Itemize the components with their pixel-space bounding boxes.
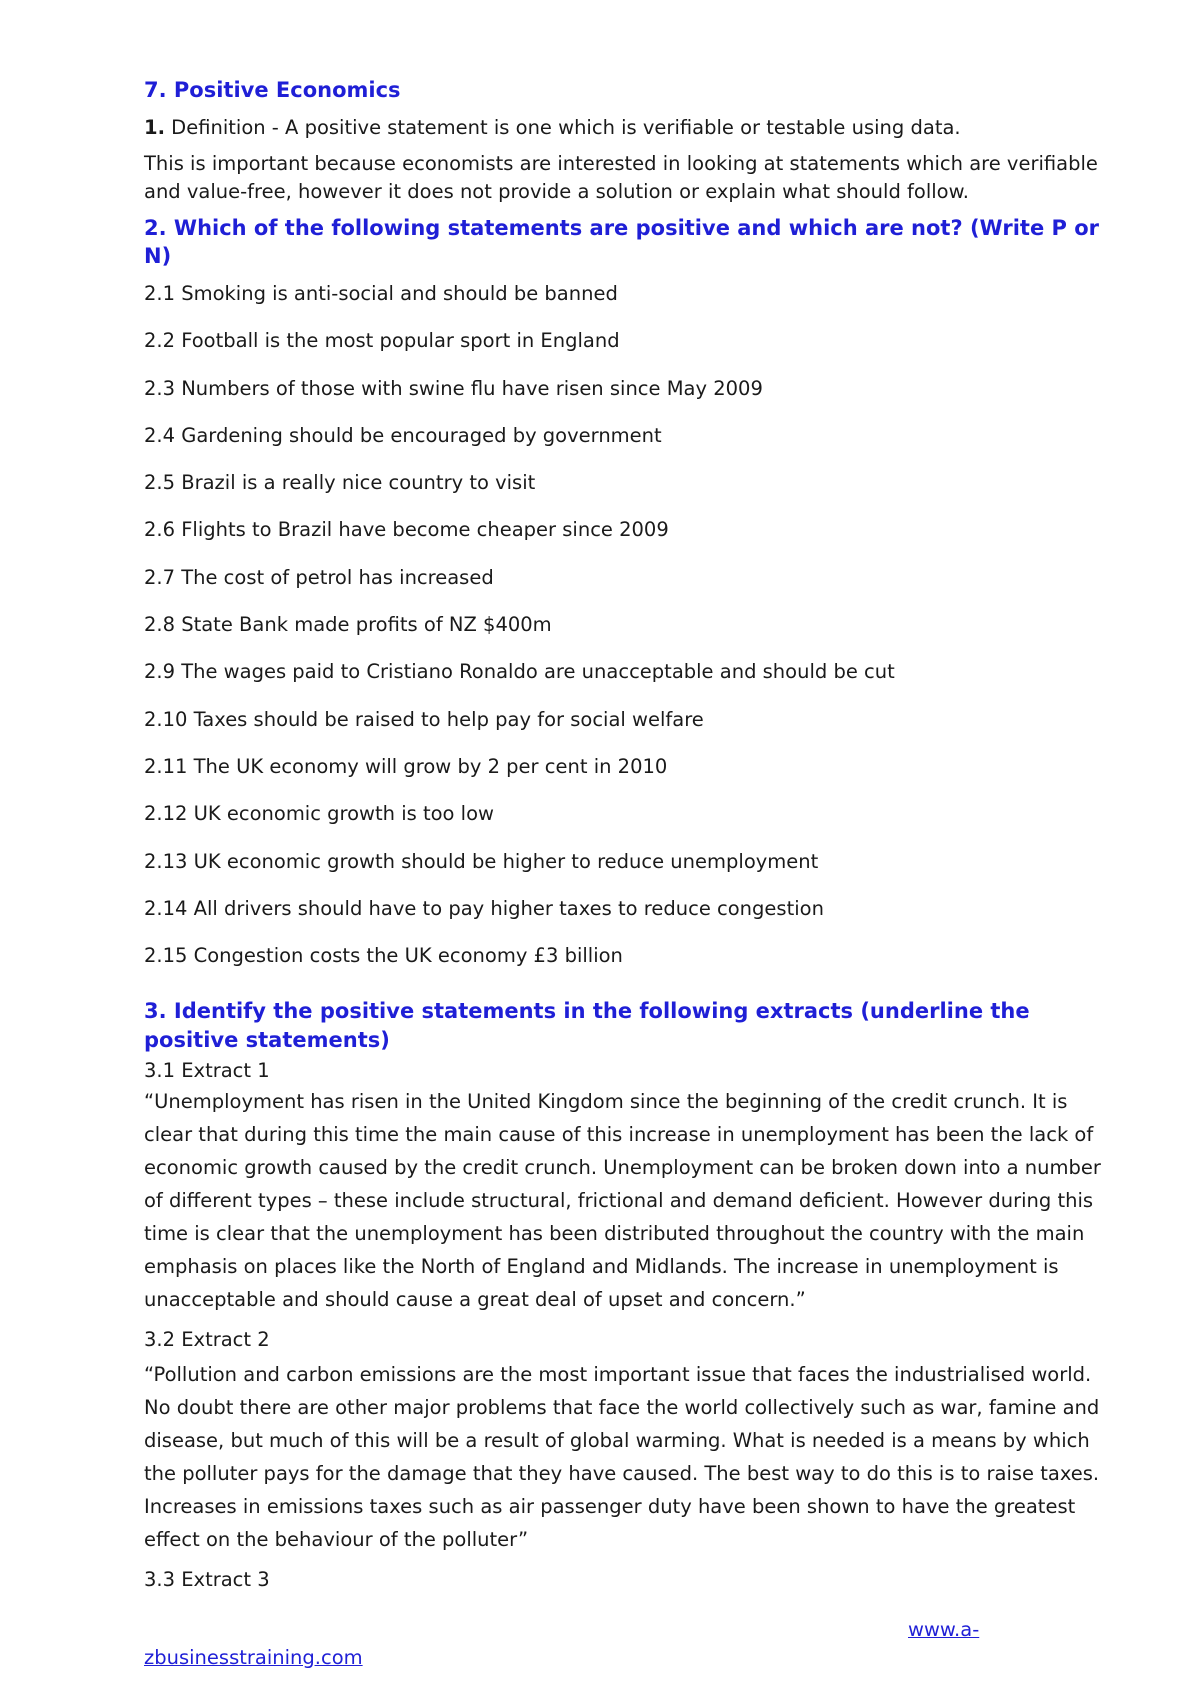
definition-paragraph: [144, 114, 1104, 142]
statement-item: 2.2 Football is the most popular sport in England: [144, 329, 620, 353]
footer-website-link-part1[interactable]: www.a-: [908, 1618, 980, 1641]
statement-item: 2.12 UK economic growth is too low: [144, 802, 494, 826]
statement-item: 2.6 Flights to Brazil have become cheaper since 2009: [144, 518, 669, 542]
statement-item: 2.1 Smoking is anti-social and should be banned: [144, 282, 618, 305]
extract-1-label: 3.1 Extract 1: [144, 1059, 270, 1083]
statement-item: 2.13 UK economic growth should be higher to reduce unemployment: [144, 849, 819, 873]
extract-2-text: “Pollution and carbon emissions are the most important issue that faces the industrialised world. No doubt there are other major problems that face the world collectively such as war, famine and disease, but much of this will be a result of global warming. What is needed is a means by which the polluter pays for the damage that they have caused. The best way to do this is to raise taxes. Increases in emissions taxes such as air passenger duty have been shown to have the greatest effect on the behaviour of the polluter”: [144, 1363, 1100, 1552]
statement-item: 2.4 Gardening should be encouraged by government: [144, 423, 662, 447]
statement-item: 2.3 Numbers of those with swine flu have risen since May 2009: [144, 376, 763, 400]
extract-3-label: 3.3 Extract 3: [144, 1568, 270, 1592]
statement-item: 2.14 All drivers should have to pay higher taxes to reduce congestion: [144, 896, 824, 920]
extract-1-text: “Unemployment has risen in the United Kingdom since the beginning of the credit crunch. It is clear that during this time the main cause of this increase in unemployment has been the lack of economic growth caused by the credit crunch. Unemployment can be broken down into a number of different types – these include structural, frictional and demand deficient. However during this time is clear that the unemployment has been distributed throughout the country with the main emphasis on places like the North of England and Midlands. The increase in unemployment is unacceptable and should cause a great deal of upset and concern.”: [144, 1090, 1101, 1312]
footer-website-link-part2[interactable]: zbusinesstraining.com: [144, 1646, 363, 1669]
statement-item: 2.10 Taxes should be raised to help pay for social welfare: [144, 707, 704, 731]
extract-2-label: 3.2 Extract 2: [144, 1328, 270, 1352]
statement-item: 2.15 Congestion costs the UK economy £3 billion: [144, 944, 623, 968]
statement-item: 2.7 The cost of petrol has increased: [144, 565, 494, 589]
section-2-heading: 2. Which of the following statements are positive and which are not? (Write P or N): [144, 216, 1099, 268]
importance-paragraph: This is important because economists are interested in looking at statements which are verifiable and value-free, however it does not provide a solution or explain what should follow.: [144, 152, 1098, 203]
statement-item: 2.5 Brazil is a really nice country to visit: [144, 471, 536, 495]
statement-item: 2.8 State Bank made profits of NZ $400m: [144, 613, 552, 637]
statement-item: 2.9 The wages paid to Cristiano Ronaldo are unacceptable and should be cut: [144, 660, 895, 684]
section-3-heading: 3. Identify the positive statements in the following extracts (underline the positive statements): [144, 999, 1030, 1053]
statement-item: 2.11 The UK economy will grow by 2 per cent in 2010: [144, 754, 668, 778]
statement-list: [144, 280, 1104, 989]
definition-text: Definition - A positive statement is one which is verifiable or testable using data.: [164, 116, 961, 139]
document-page: [144, 78, 1104, 1594]
section-7-heading: 7. Positive Economics: [144, 78, 401, 102]
definition-number: 1.: [144, 116, 165, 139]
